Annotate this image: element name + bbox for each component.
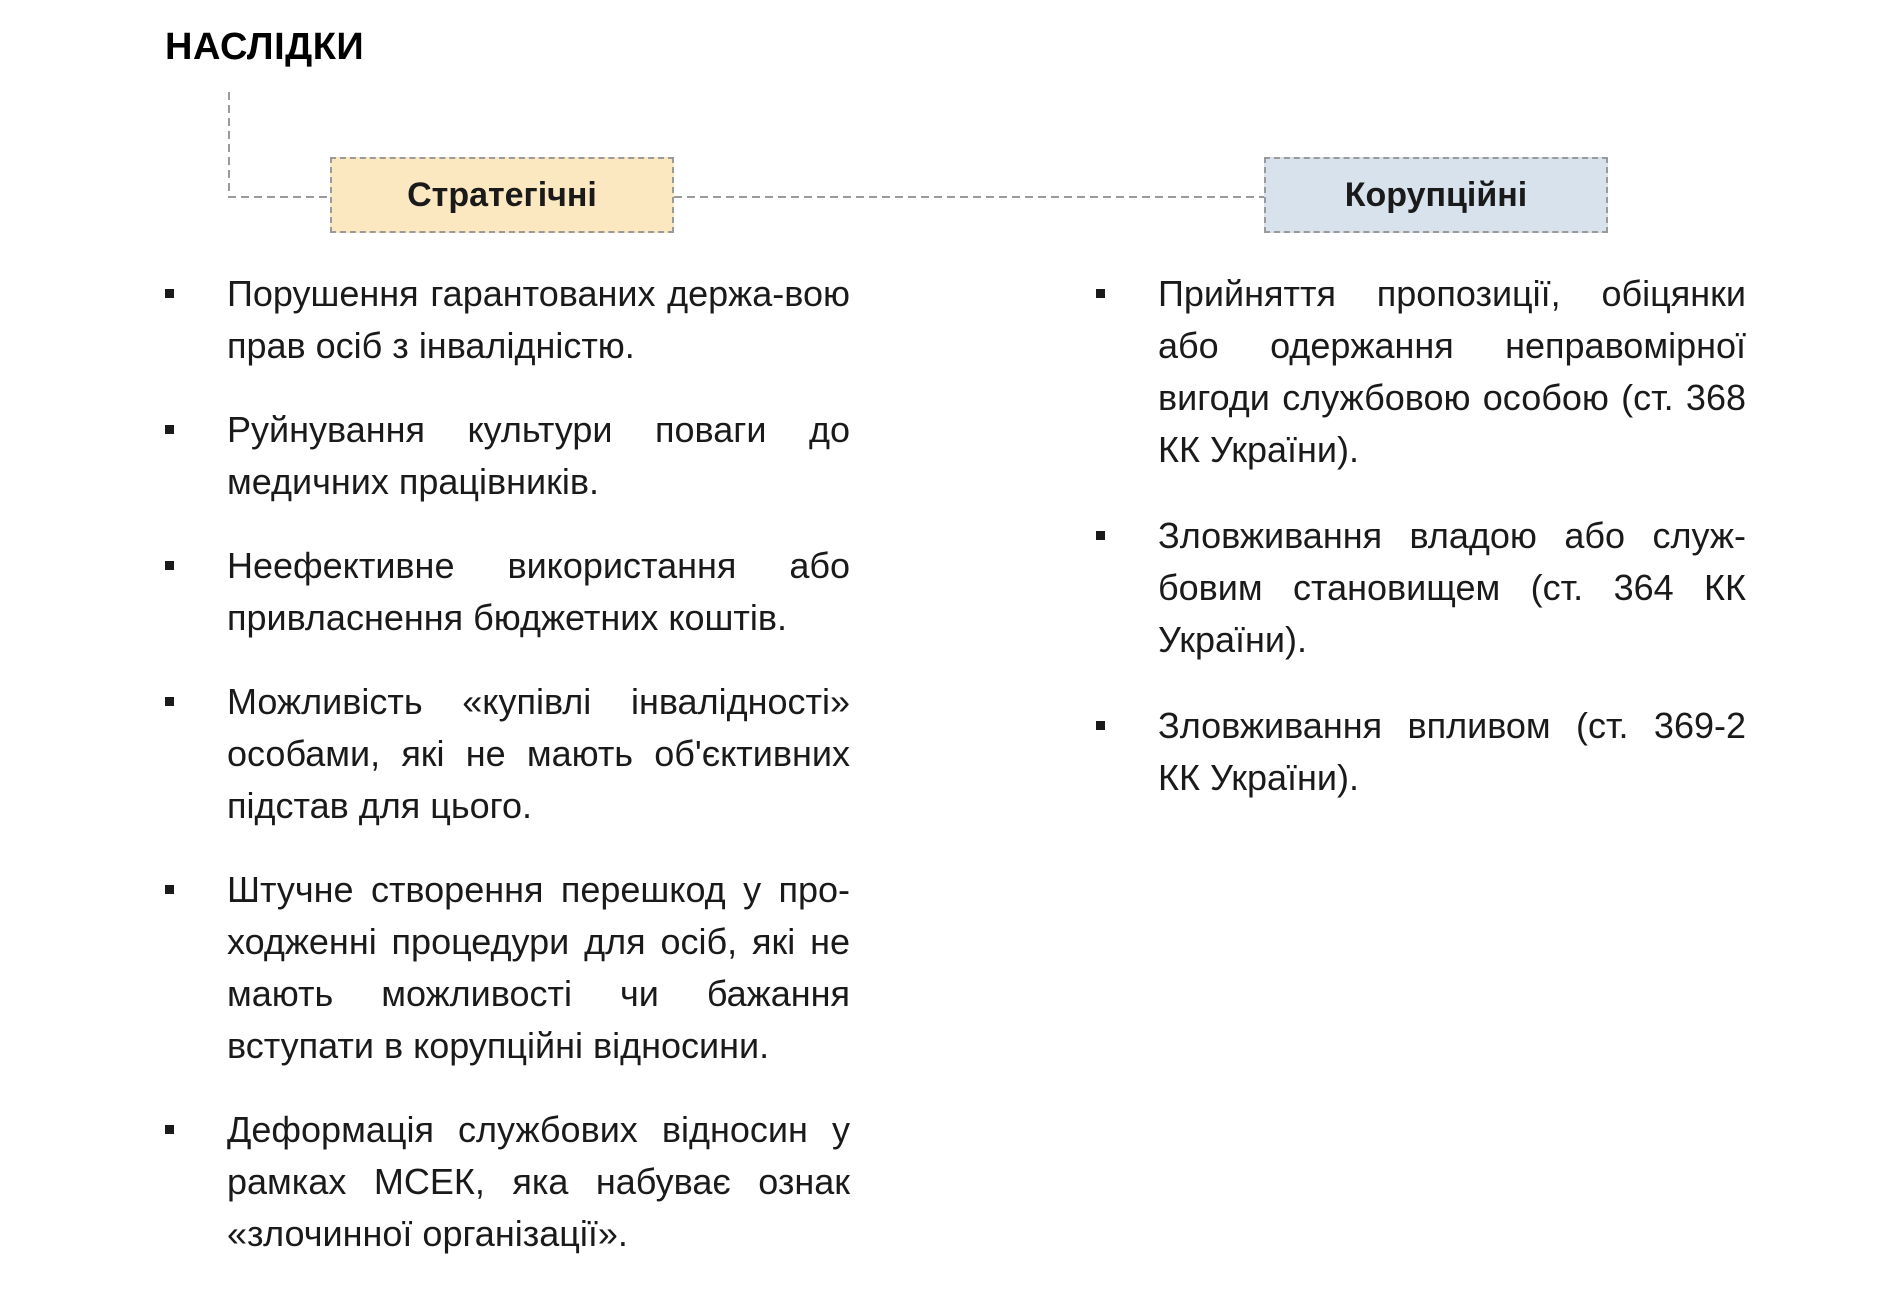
bullet-icon — [165, 885, 174, 894]
list-item-text: Прийняття пропозиції, обіцянки або одержання неправомірної вигоди службовою особою (ст. 368 КК України). — [1158, 273, 1746, 470]
list-item-text: Зловживання впливом (ст. 369-2 КК України). — [1158, 705, 1746, 798]
bullet-icon — [165, 1125, 174, 1134]
bullet-icon — [165, 425, 174, 434]
list-item — [1096, 700, 1746, 804]
list-item-text: Можливість «купівлі інвалідності» особами, які не мають об'єктивних підстав для цього. — [227, 681, 850, 826]
list-item — [165, 268, 850, 372]
category-label-corruption: Корупційні — [1344, 175, 1528, 214]
bullet-icon — [165, 561, 174, 570]
list-item — [165, 540, 850, 644]
bullet-icon — [1096, 721, 1105, 730]
bullet-icon — [165, 697, 174, 706]
category-label-strategic: Стратегічні — [407, 175, 597, 214]
list-item — [1096, 510, 1746, 666]
bullet-icon — [1096, 289, 1105, 298]
category-box-corruption — [1264, 157, 1608, 233]
list-item-text: Деформація службових відносин у рамках МСЕК, яка набуває ознак «злочинної організації». — [227, 1109, 850, 1254]
list-item-text: Руйнування культури поваги до медичних працівників. — [227, 409, 850, 502]
bullet-icon — [165, 289, 174, 298]
list-item-text: Порушення гарантованих держа-вою прав осіб з інвалідністю. — [227, 273, 850, 366]
corruption-consequences-list — [1096, 268, 1746, 838]
list-item — [165, 1104, 850, 1260]
list-item — [165, 404, 850, 508]
list-item-text: Неефективне використання або привласнення бюджетних коштів. — [227, 545, 850, 638]
list-item — [165, 864, 850, 1072]
title-connector-line — [229, 92, 330, 197]
list-item-text: Зловживання владою або служ-бовим становищем (ст. 364 КК України). — [1158, 515, 1746, 660]
category-box-strategic — [330, 157, 674, 233]
strategic-consequences-list — [165, 268, 850, 1292]
list-item-text: Штучне створення перешкод у про-ходженні процедури для осіб, які не мають можливості чи бажання вступати в корупційні відносини. — [227, 869, 850, 1066]
list-item — [165, 676, 850, 832]
list-item — [1096, 268, 1746, 476]
page-title: НАСЛІДКИ — [165, 26, 365, 68]
bullet-icon — [1096, 531, 1105, 540]
